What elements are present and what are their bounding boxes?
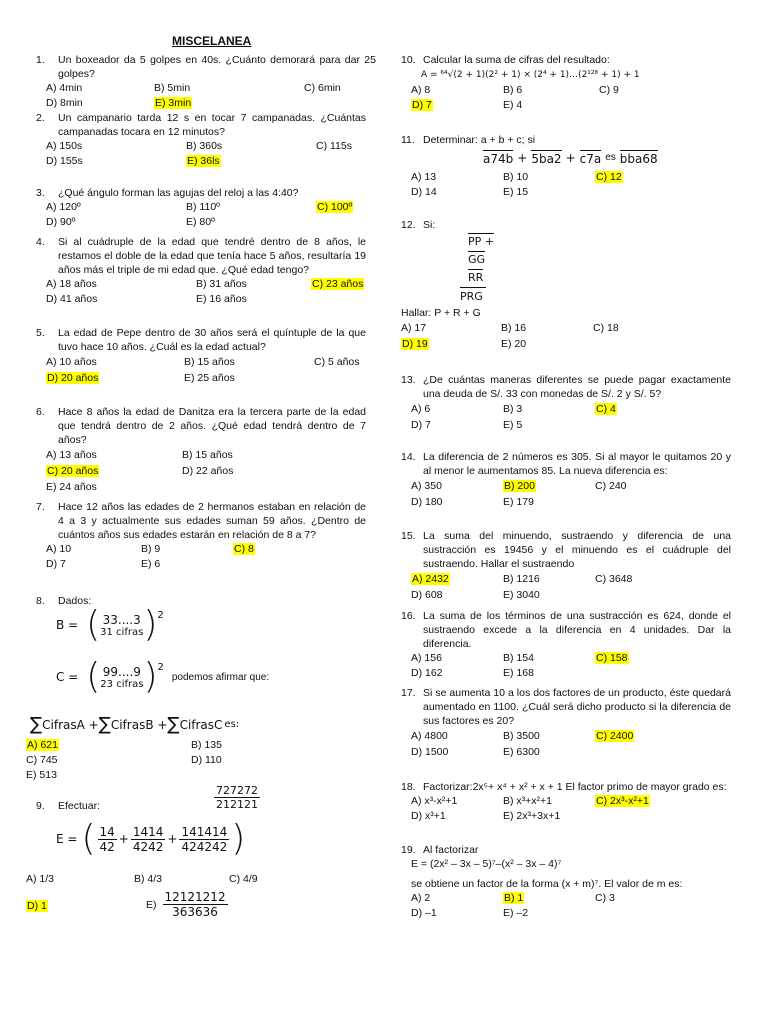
option-a[interactable]: A) 1/3 — [26, 873, 55, 885]
option-c[interactable]: C) 3648 — [595, 573, 633, 585]
b-under: 31 cifras — [100, 626, 144, 638]
plus-sign: + — [565, 151, 576, 165]
question-number: 18. — [401, 781, 416, 793]
options — [46, 81, 376, 111]
option-c[interactable]: C) 745 — [26, 754, 58, 766]
option-d[interactable]: D) 608 — [411, 589, 443, 601]
es-text: es — [605, 152, 616, 163]
option-e[interactable]: E) 2x³+3x+1 — [503, 810, 561, 822]
sigma-icon: ∑ — [98, 714, 111, 735]
option-b[interactable]: B) 3 — [503, 403, 523, 415]
option-b[interactable]: B) 360s — [186, 140, 223, 152]
option-a[interactable]: A) 4min — [46, 82, 83, 94]
option-a[interactable]: A) 120º — [46, 201, 81, 213]
option-c[interactable]: C) 158 — [596, 652, 628, 664]
option-e[interactable]: E) –2 — [503, 907, 529, 919]
question-number: 2. — [36, 112, 45, 124]
formula-e: E = (2x² – 3x – 5)⁷–(x² – 3x – 4)⁷ — [411, 858, 562, 870]
option-c[interactable]: C) 2400 — [596, 730, 634, 742]
option-d[interactable]: D) 41 años — [46, 293, 98, 305]
options — [411, 83, 731, 113]
line-prg: PRG — [460, 290, 483, 303]
question-number: 5. — [36, 327, 45, 339]
option-e[interactable]: E) 15 — [503, 186, 529, 198]
option-d[interactable]: D) 1 — [27, 900, 47, 912]
page-title: MISCELANEA — [172, 34, 252, 48]
sum-a: CifrasA + — [42, 717, 99, 732]
question-5 — [36, 326, 366, 386]
sum-diagram — [460, 233, 494, 306]
option-a[interactable]: A) 13 — [411, 171, 437, 183]
option-d[interactable]: D) 90º — [46, 216, 76, 228]
es-text: es: — [224, 719, 240, 730]
e-label: E = — [56, 832, 78, 846]
options — [46, 139, 366, 169]
question-2 — [36, 111, 366, 169]
option-e[interactable]: E) 6300 — [503, 746, 540, 758]
option-e[interactable]: E) 513 — [26, 769, 57, 781]
option-c[interactable]: C) 5 años — [314, 356, 360, 368]
question-12 — [401, 218, 731, 232]
question-17 — [401, 686, 731, 760]
option-c[interactable]: C) 4/9 — [229, 873, 258, 885]
formula-a: A = ⁶⁴√(2 + 1)(2² + 1) × (2⁴ + 1)…(2¹²⁸ + 1) + 1 — [421, 70, 640, 80]
formula-c: C = ( 99....9 23 cifras ) 2 podemos afirmar que: — [56, 656, 270, 697]
options — [411, 891, 731, 921]
question-text: Si se aumenta 10 a los dos factores de un producto, éste quedará aumentado en 1100. ¿Cuál será dicho producto si la diferencia de sus factores es 20? — [423, 687, 731, 727]
option-a[interactable]: A) 17 — [401, 322, 427, 334]
question-text: Hace 8 años la edad de Danitza era la tercera parte de la edad que tendrá dentro de 2 años. ¿Qué edad tendrá dentro de 7 años? — [58, 406, 366, 446]
options — [411, 728, 731, 760]
question-12-rest — [401, 306, 731, 352]
option-d[interactable]: D) 14 — [411, 186, 437, 198]
question-18 — [401, 780, 731, 824]
option-e[interactable]: E) 24 años — [46, 481, 97, 493]
frac1-num: 14 — [99, 824, 115, 839]
option-a[interactable]: A) 2 — [411, 892, 431, 904]
c-under: 23 cifras — [100, 678, 144, 690]
option-e[interactable]: E) 3040 — [503, 589, 540, 601]
question-text: ¿De cuántas maneras diferentes se puede pagar exactamente una deuda de S/. 33 con monedas de S/. 2 y S/. 5? — [423, 374, 731, 400]
option-d[interactable]: D) 20 años — [47, 372, 99, 384]
question-text: Dados: — [58, 595, 92, 607]
question-text: Determinar: a + b + c; si — [423, 134, 536, 146]
question-14 — [401, 450, 731, 510]
option-e[interactable]: E) 80º — [186, 216, 215, 228]
options — [401, 320, 731, 352]
numeral-4: bba68 — [619, 152, 658, 166]
option-c[interactable]: C) 6min — [304, 82, 341, 94]
frac2-num: 1414 — [132, 824, 164, 839]
formula-e: E = ( $\frac{14}{42}$ + $\frac{1414}{4242}$ + $\frac{141414}{424242}$ ) — [56, 818, 246, 859]
question-7 — [36, 500, 366, 572]
option-e[interactable]: E) 3min — [155, 97, 192, 109]
question-number: 9. — [36, 800, 45, 812]
formula-b: B = ( 33....3 31 cifras ) 2 — [56, 604, 164, 645]
sum-c: CifrasC — [179, 717, 223, 732]
question-11 — [401, 133, 731, 200]
option-b[interactable]: B) 110º — [186, 201, 220, 213]
frac1-den: 42 — [99, 839, 115, 854]
option-a[interactable]: A) 10 — [46, 543, 72, 555]
options — [46, 542, 366, 572]
options — [46, 277, 366, 307]
question-text: La edad de Pepe dentro de 30 años será el quíntuple de la que tuvo hace 10 años. ¿Cuál es la edad actual? — [58, 327, 366, 353]
option-a[interactable]: A) 156 — [411, 652, 442, 664]
option-b[interactable]: B) 16 — [501, 322, 527, 334]
line-gg: GG — [468, 253, 486, 266]
option-c[interactable]: C) 100º — [317, 201, 353, 213]
question-text: Si: — [423, 219, 436, 231]
option-c[interactable]: C) 4 — [596, 403, 616, 415]
option-b[interactable]: B) 4/3 — [134, 873, 163, 885]
option-d[interactable]: D) 7 — [411, 419, 431, 431]
option-e-wrap — [146, 890, 230, 919]
option-c[interactable]: C) 8 — [234, 543, 254, 555]
question-text: La suma de los términos de una sustracción es 624, donde el sustraendo excede a la diferencia en 4 unidades. Dar la diferencia. — [423, 610, 731, 650]
option-d[interactable]: D) 1500 — [411, 746, 449, 758]
sigma-icon: ∑ — [167, 714, 180, 735]
option-a[interactable]: A) 10 años — [46, 356, 97, 368]
line-pp: PP + — [468, 235, 494, 248]
options — [411, 401, 731, 433]
option-d[interactable]: D) 19 — [402, 338, 428, 350]
frac3-den: 424242 — [181, 839, 228, 854]
c-label: C = — [56, 670, 79, 684]
exp-denominator: 212121 — [216, 798, 258, 811]
option-e[interactable]: E) 4 — [503, 99, 523, 111]
options — [411, 170, 731, 200]
options — [46, 447, 366, 495]
option-a[interactable]: A) 6 — [411, 403, 431, 415]
option-c[interactable]: C) 2x³-x²+1 — [596, 795, 649, 807]
option-d[interactable]: D) 110 — [191, 754, 222, 766]
option-e[interactable]: E) 6 — [141, 558, 161, 570]
option-c[interactable]: C) 115s — [316, 140, 352, 152]
question-text-2: se obtiene un factor de la forma (x + m)⁷. El valor de m es: — [411, 878, 683, 890]
question-text: Si al cuádruple de la edad que tendré dentro de 8 años, le restamos el doble de la edad que tenía hace 5 años, resultaría 19 años más el triple de mi edad que. ¿Qué edad tengo? — [58, 236, 366, 276]
option-e[interactable]: E) 20 — [501, 338, 527, 350]
option-d[interactable]: D) 8min — [46, 97, 83, 109]
option-d-wrap — [26, 900, 48, 912]
option-a[interactable]: A) 13 años — [46, 449, 97, 461]
plus-sign: + — [167, 832, 178, 846]
option-d[interactable]: D) 162 — [411, 667, 443, 679]
option-e[interactable]: E) 25 años — [184, 372, 235, 384]
option-b[interactable]: B) 154 — [503, 652, 534, 664]
option-d[interactable]: D) 7 — [412, 99, 432, 111]
option-c[interactable]: C) 9 — [599, 84, 619, 96]
option-b[interactable]: B) 200 — [504, 480, 535, 492]
option-e-num: 12121212 — [164, 890, 226, 904]
option-e[interactable]: E) 36ls — [187, 155, 220, 167]
option-e-den: 363636 — [172, 905, 218, 919]
afirmar-text: podemos afirmar que: — [171, 671, 270, 683]
option-b[interactable]: B) 1 — [504, 892, 524, 904]
question-15 — [401, 529, 731, 603]
numeral-1: a74b — [483, 152, 514, 166]
numeral-3: c7a — [579, 152, 602, 166]
option-a[interactable]: A) 150s — [46, 140, 83, 152]
option-b[interactable]: B) 1216 — [503, 573, 540, 585]
question-number: 14. — [401, 451, 416, 463]
question-number: 10. — [401, 54, 416, 66]
c-body: 99....9 — [102, 664, 141, 679]
sum-b: CifrasB + — [110, 717, 168, 732]
option-a[interactable]: A) x³-x²+1 — [411, 795, 458, 807]
formula-e-exponent — [212, 784, 262, 811]
question-text: Al factorizar — [423, 844, 479, 856]
option-b[interactable]: B) 31 años — [196, 278, 247, 290]
question-text: La suma del minuendo, sustraendo y diferencia de una sustracción es 19456 y el minuendo es el cuádruple del sustraendo. Hallar el sustraendo — [423, 530, 731, 570]
frac3-num: 141414 — [181, 824, 228, 839]
question-8-options — [26, 738, 366, 783]
question-13 — [401, 373, 731, 433]
question-10 — [401, 53, 731, 113]
question-number: 12. — [401, 219, 416, 231]
sigma-icon: ∑ — [30, 714, 43, 735]
option-d[interactable]: D) 22 años — [182, 465, 234, 477]
option-e[interactable]: E) — [146, 898, 157, 911]
question-text: Efectuar: — [58, 800, 101, 812]
option-b[interactable]: B) 15 años — [182, 449, 233, 461]
option-e[interactable]: E) 179 — [503, 496, 534, 508]
option-b[interactable]: B) 10 — [503, 171, 529, 183]
question-number: 7. — [36, 501, 45, 513]
formula-abc — [483, 150, 731, 166]
option-b[interactable]: B) 3500 — [503, 730, 540, 742]
option-d[interactable]: D) x³+1 — [411, 810, 446, 822]
options — [411, 794, 731, 824]
option-c[interactable]: C) 20 años — [47, 465, 99, 477]
option-a[interactable]: A) 2432 — [412, 573, 449, 585]
question-6 — [36, 405, 366, 495]
option-a[interactable]: A) 8 — [411, 84, 431, 96]
option-b[interactable]: B) 5min — [154, 82, 191, 94]
question-number: 3. — [36, 187, 45, 199]
option-d[interactable]: D) 155s — [46, 155, 83, 167]
option-e[interactable]: E) 16 años — [196, 293, 247, 305]
question-number: 19. — [401, 844, 416, 856]
question-text: Calcular la suma de cifras del resultado: — [423, 54, 610, 66]
question-1 — [36, 53, 376, 111]
question-text: La diferencia de 2 números es 305. Si al mayor le quitamos 20 y al menor le aumentamos 85. La nueva diferencia es: — [423, 451, 731, 477]
sum-formula — [30, 714, 239, 735]
question-number: 8. — [36, 595, 45, 607]
question-4 — [36, 235, 366, 307]
option-e[interactable]: E) 168 — [503, 667, 534, 679]
b-exponent: 2 — [157, 610, 164, 621]
question-9-options — [26, 872, 366, 887]
options — [46, 354, 366, 386]
options — [411, 651, 731, 681]
question-16 — [401, 609, 731, 681]
option-b[interactable]: B) 135 — [191, 739, 222, 751]
options — [411, 571, 731, 603]
question-text: Factorizar:2x⁵+ x⁴ + x² + x + 1 El factor primo de mayor grado es: — [423, 781, 727, 793]
option-c[interactable]: C) 240 — [595, 480, 627, 492]
question-9 — [36, 799, 366, 813]
option-a[interactable]: A) 350 — [411, 480, 442, 492]
option-c[interactable]: C) 3 — [595, 892, 615, 904]
hallar-text: Hallar: P + R + G — [401, 307, 481, 319]
option-a[interactable]: A) 4800 — [411, 730, 448, 742]
question-text: Hace 12 años las edades de 2 hermanos estaban en relación de 4 a 3 y actualmente sus edades suman 59 años. ¿Dentro de cuántos años sus edades estarán en relación de 8 a 7? — [58, 501, 366, 541]
options — [26, 738, 366, 783]
question-number: 11. — [401, 134, 415, 146]
options — [26, 872, 366, 887]
question-number: 4. — [36, 236, 45, 248]
c-exponent: 2 — [157, 662, 164, 673]
frac2-den: 4242 — [132, 839, 164, 854]
option-b[interactable]: B) 15 años — [184, 356, 235, 368]
option-a[interactable]: A) 621 — [27, 739, 58, 751]
exp-numerator: 727272 — [216, 784, 258, 797]
option-b[interactable]: B) 9 — [141, 543, 161, 555]
question-number: 17. — [401, 687, 416, 699]
question-text: Un campanario tarda 12 s en tocar 7 campanadas. ¿Cuántas campanadas tocara en 12 minutos? — [58, 112, 366, 138]
question-number: 1. — [36, 54, 45, 66]
option-c[interactable]: C) 18 — [593, 322, 619, 334]
b-label: B = — [56, 618, 79, 632]
option-c[interactable]: C) 23 años — [312, 278, 364, 290]
question-text: Un boxeador da 5 golpes en 40s. ¿Cuánto demorará para dar 25 golpes? — [58, 54, 376, 80]
option-b[interactable]: B) x³+x²+1 — [503, 795, 553, 807]
question-number: 15. — [401, 530, 416, 542]
plus-sign: + — [517, 151, 528, 165]
line-rr: RR — [468, 271, 484, 284]
question-number: 16. — [401, 610, 416, 622]
question-text: ¿Qué ángulo forman las agujas del reloj a las 4:40? — [58, 187, 299, 199]
option-d[interactable]: D) 180 — [411, 496, 443, 508]
option-d[interactable]: D) 7 — [46, 558, 66, 570]
option-d[interactable]: D) –1 — [411, 907, 437, 919]
question-number: 13. — [401, 374, 416, 386]
question-19 — [401, 843, 731, 921]
option-c[interactable]: C) 12 — [596, 171, 622, 183]
plus-sign: + — [118, 832, 129, 846]
option-a[interactable]: A) 18 años — [46, 278, 97, 290]
options — [411, 478, 731, 510]
option-b[interactable]: B) 6 — [503, 84, 523, 96]
options — [46, 200, 366, 230]
question-3 — [36, 186, 366, 230]
question-number: 6. — [36, 406, 45, 418]
option-e[interactable]: E) 5 — [503, 419, 523, 431]
b-body: 33....3 — [102, 612, 141, 627]
numeral-2: 5ba2 — [531, 152, 562, 166]
